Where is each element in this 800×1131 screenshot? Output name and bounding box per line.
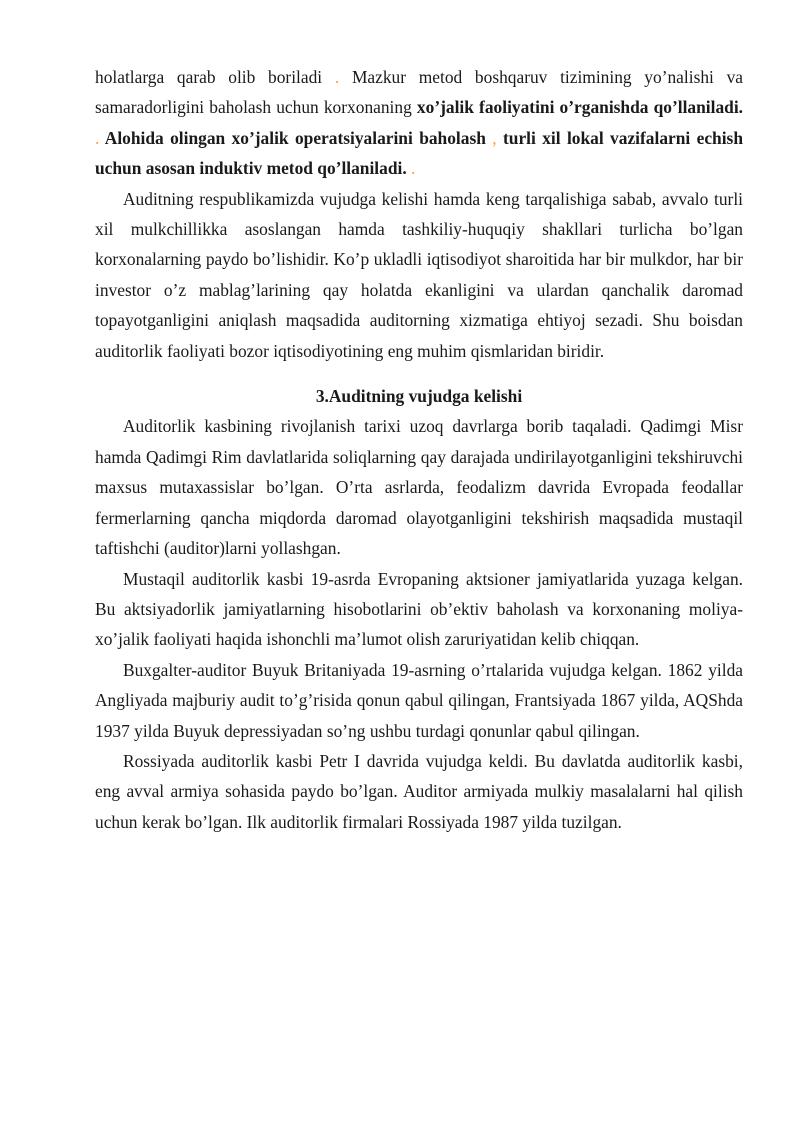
paragraph-russia-audit: Rossiyada auditorlik kasbi Petr I davrida vujudga keldi. Bu davlatda auditorlik kasbi, eng avval armiya sohasida paydo bo’lgan. Auditor armiyada mulkiy masalalarni hal qilish uchun kerak bo’lgan. Ilk auditorlik firmalari Rossiyada 1987 yilda tuzilgan. <box>95 750 743 832</box>
bold-text: turli xil lokal vazifalarni echish uchun asosan induktiv metod qo’llaniladi. <box>95 127 743 179</box>
revision-mark: . <box>95 127 100 148</box>
bold-text: Alohida olingan xo’jalik operatsiyalarini baholash <box>99 127 493 148</box>
paragraph-independent-audit: Mustaqil auditorlik kasbi 19-asrda Evropaning aktsioner jamiyatlarida yuzaga kelgan. Bu aktsiyadorlik jamiyatlarning hisobotlarini ob’ektiv baholash va korxonaning moliya-xo’jalik faoliyati haqida ishonchli ma’lumot olish zaruriyatidan kelib chiqqan. <box>95 568 743 650</box>
document-page <box>95 62 743 837</box>
paragraph-text: Mazkur metod boshqaruv tizimining yo’nalishi va samaradorligini baholash uchun korxonaning <box>95 67 743 118</box>
paragraph-continuation <box>95 62 743 184</box>
paragraph-text: holatlarga qarab olib boriladi <box>95 67 335 87</box>
revision-mark: . <box>411 158 416 179</box>
bold-text: xo’jalik faoliyatini o’rganishda qo’llaniladi. <box>416 97 743 118</box>
revision-mark: , <box>492 127 497 148</box>
section-heading: 3.Auditning vujudga kelishi <box>315 386 523 407</box>
revision-mark: . <box>334 67 340 87</box>
paragraph-audit-origin-reason: Auditning respublikamizda vujudga kelishi hamda keng tarqalishiga sabab, avvalo turli xil mulkchillikka asoslangan hamda tashkiliy-huquqiy shakllari turlicha bo’lgan korxonalarning paydo bo’lishidir. Ko’p ukladli iqtisodiyot sharoitida har bir mulkdor, har bir investor o’z mablag’larining qay holatda ekanligini va ulardan qanchalik daromad topayotganligini aniqlash maqsadida auditorning xizmatiga ehtiyoj sezadi. Shu boisdan auditorlik faoliyati bozor iqtisodiyotining eng muhim qismlaridan biridir. <box>95 188 743 361</box>
paragraph-britain-audit: Buxgalter-auditor Buyuk Britaniyada 19-asrning o’rtalarida vujudga kelgan. 1862 yilda Angliyada majburiy audit to’g’risida qonun qabul qilingan, Frantsiyada 1867 yilda, AQShda 1937 yilda Buyuk depressiyadan so’ng ushbu turdagi qonunlar qabul qilingan. <box>95 659 743 741</box>
paragraph-audit-history: Auditorlik kasbining rivojlanish tarixi uzoq davrlarga borib taqaladi. Qadimgi Misr hamda Qadimgi Rim davlatlarida soliqlarning qay darajada undirilayotganligini tekshiruvchi maxsus mutaxassislar bo’lgan. O’rta asrlarda, feodalizm davrida Evropada feodallar fermerlarning qancha miqdorda daromad olayotganligini tekshirish maqsadida mustaqil taftishchi (auditor)larni yollashgan. <box>95 416 743 559</box>
